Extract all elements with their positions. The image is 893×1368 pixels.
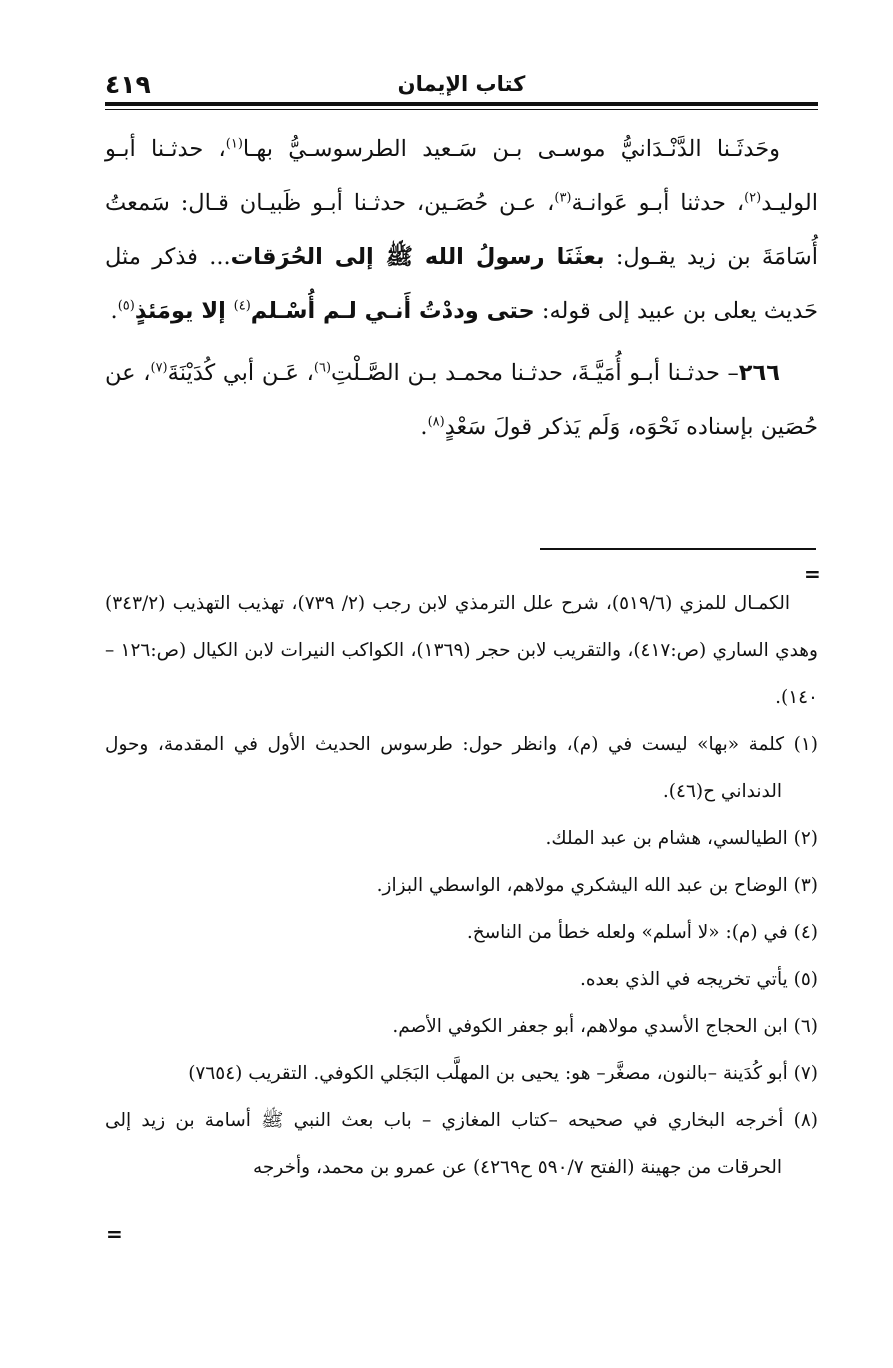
text-run: ، حدثـنا أبـو الوليـد [105, 136, 818, 216]
footnote-8 [105, 1097, 818, 1191]
paragraph-hadith-intro [105, 122, 818, 338]
running-header [105, 70, 818, 100]
footnote-text: (١) كلمة «بها» ليست في (م)، وانظر حول: طرسوس الحديث الأول في المقدمة، وحول الدنداني ح(٤٦). [105, 734, 818, 802]
footnote-ref: (١) [225, 136, 243, 152]
matn-bold: إلا يومَئذٍ [134, 298, 234, 324]
footnote-text: (٥) يأتي تخريجه في الذي بعده. [579, 969, 818, 990]
matn-bold: حتى وددْتُ أَنـي لـم أُسْـلم [250, 298, 535, 324]
matn-bold: بعثَنَا رسولُ الله ﷺ إلى الحُرَقات [230, 244, 605, 270]
text-run: . [420, 414, 428, 440]
footnote-ref: (٦) [313, 360, 332, 376]
footnote-text: (٨) أخرجه البخاري في صحيحه –كتاب المغازي – باب بعث النبي ﷺ أسامة بن زيد إلى الحرقات من جهينة (الفتح ٥٩٠/٧ ح٤٢٦٩) عن عمرو بن محمد، وأخرجه [105, 1110, 818, 1178]
text-run: ، عـن حُصَـين، حدثـنا أبـو ظَبيـان قـال: سَمعتُ أُسَامَةَ بن زيد يقـول: [105, 190, 818, 270]
text-run: ... فذكر مثل حَديث يعلى بن عبيد إلى قوله: [105, 244, 818, 324]
footnote-7 [105, 1050, 818, 1097]
header-rule-thick [105, 102, 818, 106]
chapter-title: كتاب الإيمان [397, 72, 526, 96]
footnote-ref: (٥) [117, 298, 135, 314]
footnote-6 [105, 1003, 818, 1050]
footnote-2 [105, 815, 818, 862]
footnote-1 [105, 721, 818, 815]
footnote-text: (٣) الوضاح بن عبد الله اليشكري مولاهم، الواسطي البزاز. [376, 875, 818, 896]
footnote-ref: (٤) [233, 298, 251, 314]
text-run: ، عن حُصَين بإسناده نَحْوَه، وَلَم يَذكر قولَ سَعْدٍ [105, 360, 818, 440]
text-run: – حدثـنا أبـو أُمَيَّـةَ، حدثـنا محمـد بـن الصَّـلْتِ [331, 360, 739, 386]
page-number: ٤١٩ [105, 70, 151, 99]
main-text [105, 122, 818, 454]
footnote-ref: (٨) [427, 414, 445, 430]
header-rule-thin [105, 109, 818, 110]
footnote-separator [540, 548, 816, 550]
footnote-4 [105, 909, 818, 956]
footnote-continued: الكمـال للمزي (٥١٩/٦)، شرح علل الترمذي لابن رجب (٢/ ٧٣٩)، تهذيب التهذيب (٣٤٣/٢) وهدي الساري (ص:٤١٧)، والتقريب لابن حجر (١٣٦٩)، الكواكب النيرات لابن الكيال (ص:١٢٦ – ١٤٠). [105, 593, 818, 708]
text-run: . [110, 298, 118, 324]
footnote-ref: (٧) [150, 360, 168, 376]
continuation-mark: = [804, 562, 821, 586]
footnote-5 [105, 956, 818, 1003]
text-run: وحَدثَـنا الدَّنْـدَانيُّ موسـى بـن سَـعيد الطرسوسـيُّ بهـا [242, 136, 780, 162]
footnote-ref: (٢) [744, 190, 762, 206]
text-run: ، حدثنا أبـو عَوانـة [571, 190, 745, 216]
footnotes [105, 580, 818, 1191]
hadith-number: ٢٦٦ [738, 360, 780, 386]
footnote-text: (٤) في (م): «لا أسلم» ولعله خطأ من الناسخ. [466, 922, 818, 943]
continuation-mark-end: = [106, 1222, 123, 1246]
text-run: ، عَـن أبي كُدَيْنَةَ [167, 360, 314, 386]
paragraph-hadith-266 [105, 346, 818, 454]
footnote-ref: (٣) [554, 190, 572, 206]
footnote-3 [105, 862, 818, 909]
footnote-text: (٦) ابن الحجاج الأسدي مولاهم، أبو جعفر الكوفي الأصم. [392, 1016, 818, 1037]
footnote-text: (٧) أبو كُدَينة –بالنون، مصغَّر– هو: يحيى بن المهلَّب البَجَلي الكوفي. التقريب (٧٦٥٤) [188, 1063, 818, 1084]
footnote-text: (٢) الطيالسي، هشام بن عبد الملك. [545, 828, 818, 849]
